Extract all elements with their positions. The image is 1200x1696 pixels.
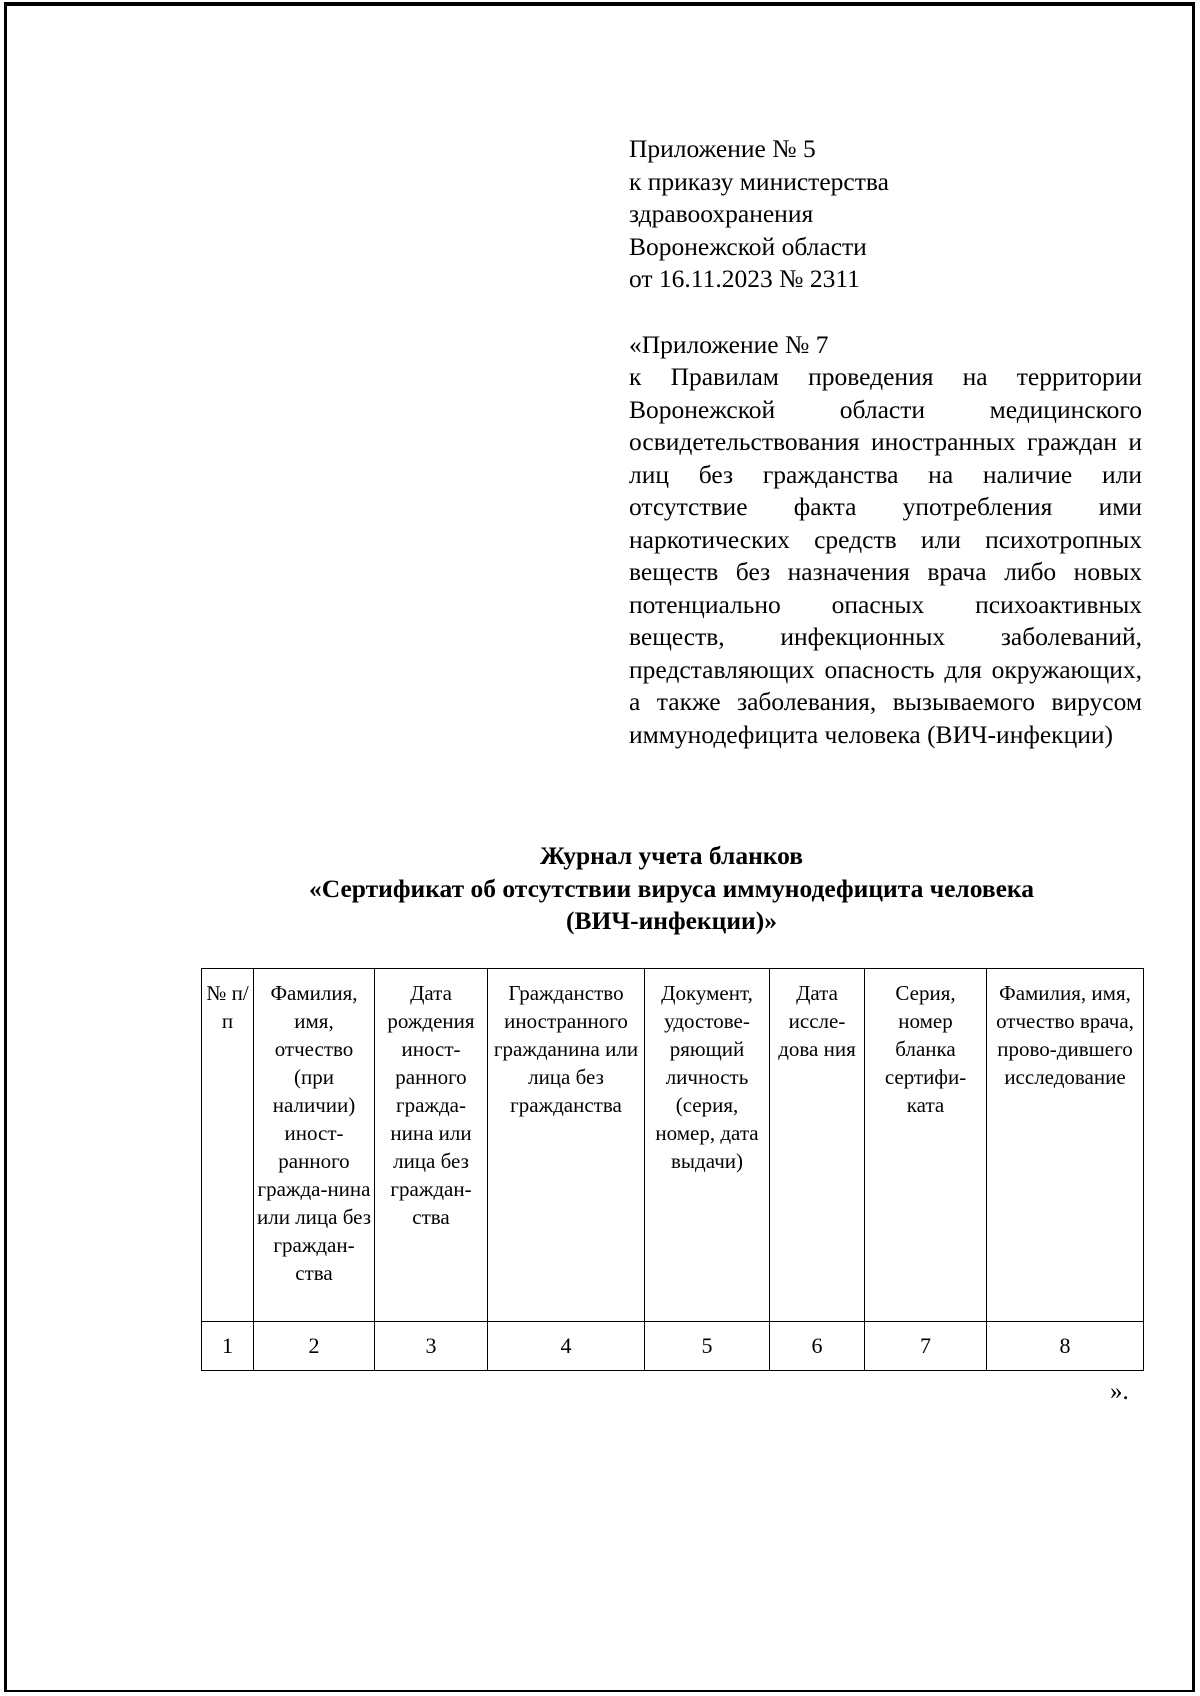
column-number: 8: [987, 1322, 1144, 1371]
column-header: № п/п: [202, 969, 254, 1322]
journal-title-line: (ВИЧ-инфекции)»: [566, 906, 777, 935]
column-header: Дата рождения иност-ранного гражда-нина или лица без граждан-ства: [375, 969, 488, 1322]
closing-quote: ».: [1110, 1378, 1129, 1405]
column-header: Гражданство иностранного гражданина или лица без гражданства: [488, 969, 645, 1322]
column-header: Серия, номер бланка сертифи-ката: [865, 969, 987, 1322]
appendix-header-line: Воронежской области: [629, 231, 867, 261]
appendix-header: [629, 133, 1142, 751]
column-number: 6: [770, 1322, 865, 1371]
appendix-header-line: от 16.11.2023 № 2311: [629, 264, 860, 293]
journal-title-line: «Сертификат об отсутствии вируса иммунодефицита человека: [309, 873, 1034, 903]
column-number: 2: [254, 1322, 375, 1371]
journal-table: [201, 968, 1144, 1371]
journal-title-line: Журнал учета бланков: [539, 841, 804, 870]
appendix-header-line: здравоохранения: [629, 199, 814, 228]
spacer: [629, 296, 1142, 329]
column-number: 7: [865, 1322, 987, 1371]
column-number: 5: [645, 1322, 770, 1371]
column-header: Фамилия, имя, отчество (при наличии) иност-ранного гражда-нина или лица без граждан-ства: [254, 969, 375, 1322]
appendix-header-line: Приложение № 5: [629, 134, 816, 163]
table-header-row: [202, 969, 1144, 1322]
column-header: Дата иссле-дова ния: [770, 969, 865, 1322]
column-header: Документ, удостове-ряющий личность (серия, номер, дата выдачи): [645, 969, 770, 1322]
journal-title: [200, 840, 1143, 938]
column-header: Фамилия, имя, отчество врача, прово-дившего исследование: [987, 969, 1144, 1322]
original-appendix-text: к Правилам проведения на территории Воронежской области медицинского освидетельствования иностранных граждан и лиц без гражданства на наличие или отсутствие факта употребления ими наркотических средств или психотропных веществ без назначения врача либо новых потенциально опасных психоактивных веществ, инфекционных заболеваний, представляющих опасность для окружающих, а также заболевания, вызываемого вирусом иммунодефицита человека (ВИЧ-инфекции): [629, 362, 1142, 749]
table-row: [202, 1322, 1144, 1371]
column-number: 1: [202, 1322, 254, 1371]
appendix-header-line: к приказу министерства: [629, 166, 889, 196]
column-number: 4: [488, 1322, 645, 1371]
original-appendix-title: «Приложение № 7: [629, 329, 829, 359]
column-number: 3: [375, 1322, 488, 1371]
